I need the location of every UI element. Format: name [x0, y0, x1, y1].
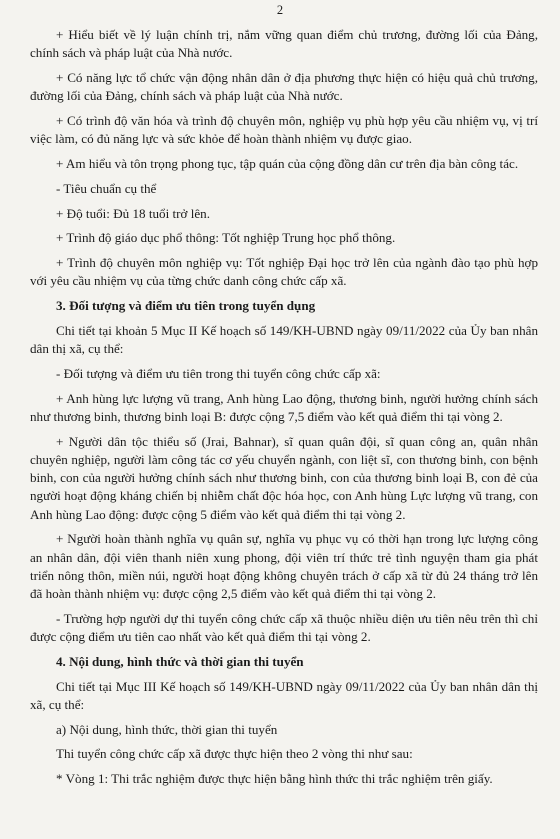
paragraph-customs: + Am hiểu và tôn trọng phong tục, tập quán của cộng đồng dân cư trên địa bàn công tác.: [56, 156, 519, 171]
paragraph-specific-standards: - Tiêu chuẩn cụ thể: [56, 180, 157, 196]
paragraph-priority-5: + Người dân tộc thiểu số (Jrai, Bahnar), sĩ quan quân đội, sĩ quan công an, quân nhân chuyên nghiệp, người làm công tác cơ yếu chuyển ngành, con liệt sĩ, con thương binh, con bệnh binh, con của người hưởng chính sách như thương binh, con của thương binh loại B, con đẻ của người hoạt động kháng chiến bị nhiễm chất độc hóa học, con Anh hùng Lực lượng vũ trang, con Anh hùng Lao động: được cộng 5 điểm vào kết quả điểm thi tại vòng 2.: [30, 433, 538, 522]
section-heading-exam: 4. Nội dung, hình thức và thời gian thi tuyển: [56, 653, 304, 669]
paragraph-exam-subheading: a) Nội dung, hình thức, thời gian thi tuyển: [56, 721, 278, 737]
paragraph-exam-reference: Chi tiết tại Mục III Kế hoạch số 149/KH-UBND ngày 09/11/2022 của Ủy ban nhân dân thị xã, cụ thể:: [30, 678, 538, 712]
paragraph-priority-multiple: - Trường hợp người dự thi tuyển công chức cấp xã thuộc nhiều diện ưu tiên nêu trên thì chỉ được cộng điểm ưu tiên cao nhất vào kết quả điểm thi tại vòng 2.: [30, 610, 538, 644]
paragraph-political-theory: + Hiểu biết về lý luận chính trị, nắm vững quan điểm chủ trương, đường lối của Đảng, chính sách và pháp luật của Nhà nước.: [30, 27, 538, 61]
paragraph-education-level: + Có trình độ văn hóa và trình độ chuyên môn, nghiệp vụ phù hợp yêu cầu nhiệm vụ, vị trí việc làm, có đủ năng lực và sức khỏe để hoàn thành nhiệm vụ được giao.: [30, 113, 538, 147]
paragraph-general-education: + Trình độ giáo dục phổ thông: Tốt nghiệp Trung học phổ thông.: [56, 230, 396, 246]
paragraph-priority-2-5: + Người hoàn thành nghĩa vụ quân sự, nghĩa vụ phục vụ có thời hạn trong lực lượng công an nhân dân, đội viên thanh niên xung phong, đội viên trí thức trẻ tình nguyện tham gia phát triển nông thôn, miền núi, người hoạt động không chuyên trách ở cấp xã từ đủ 24 tháng trở lên đã hoàn thành nhiệm vụ: được cộng 2,5 điểm vào kết quả điểm thi tại vòng 2.: [30, 531, 538, 601]
paragraph-round-1: * Vòng 1: Thi trắc nghiệm được thực hiện bằng hình thức thi trắc nghiệm trên giấy.: [56, 771, 493, 787]
paragraph-priority-reference: Chi tiết tại khoản 5 Mục II Kế hoạch số 149/KH-UBND ngày 09/11/2022 của Ủy ban nhân dân thị xã, cụ thể:: [30, 322, 538, 357]
paragraph-professional-qualification: + Trình độ chuyên môn nghiệp vụ: Tốt nghiệp Đại học trở lên của ngành đào tạo phù hợp với yêu cầu nhiệm vụ của từng chức danh công chức cấp xã.: [30, 255, 538, 289]
paragraph-age: + Độ tuổi: Đủ 18 tuổi trở lên.: [56, 205, 210, 221]
section-heading-priority: 3. Đối tượng và điểm ưu tiên trong tuyển dụng: [56, 298, 316, 314]
paragraph-exam-rounds: Thi tuyển công chức cấp xã được thực hiện theo 2 vòng thi như sau:: [56, 746, 413, 762]
paragraph-priority-7-5: + Anh hùng lực lượng vũ trang, Anh hùng Lao động, thương binh, người hưởng chính sách như thương binh, thương binh loại B: được cộng 7,5 điểm vào kết quả điểm thi tại vòng 2.: [30, 390, 538, 424]
document-body: [30, 26, 538, 795]
paragraph-mobilization: + Có năng lực tổ chức vận động nhân dân ở địa phương thực hiện có hiệu quả chủ trương, đường lối của Đảng, chính sách và pháp luật của Nhà nước.: [30, 70, 538, 104]
page-number: 2: [276, 3, 284, 17]
paragraph-priority-subjects: - Đối tượng và điểm ưu tiên trong thi tuyển công chức cấp xã:: [56, 365, 381, 381]
